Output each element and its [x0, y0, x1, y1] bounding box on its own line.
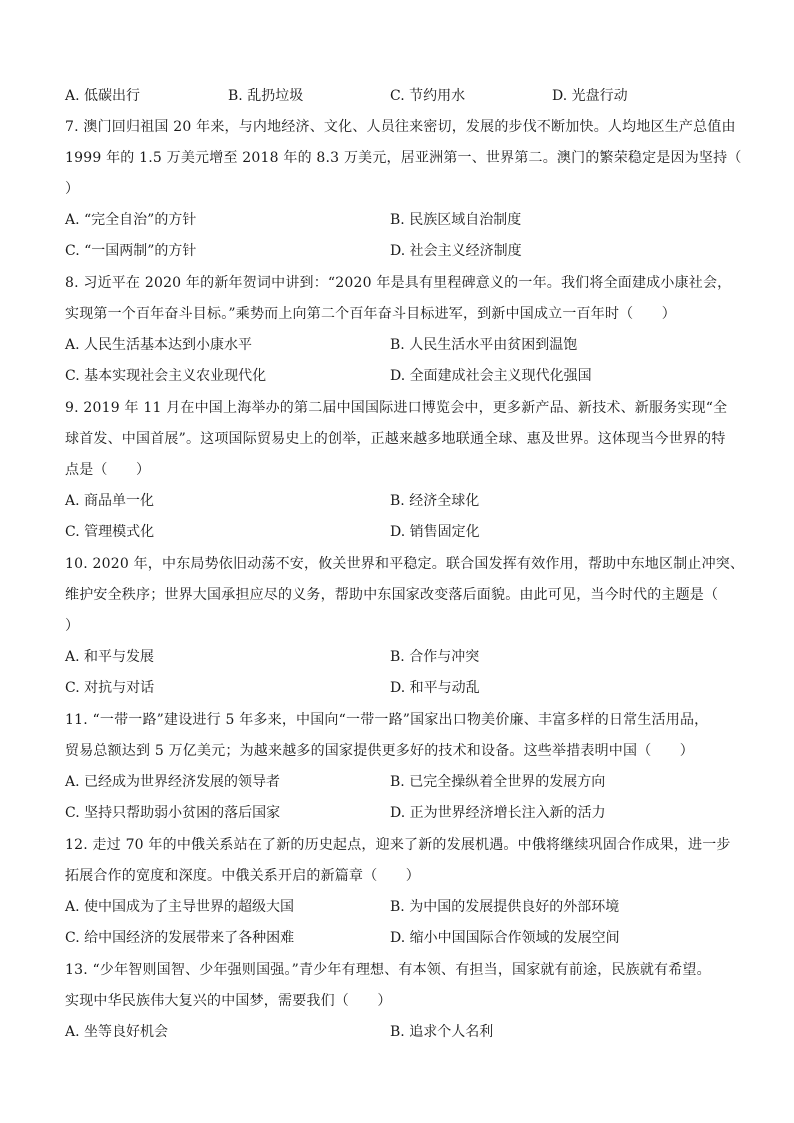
q10-option-b: B. 合作与冲突	[390, 649, 480, 665]
q10-stem-line-1: 10. 2020 年，中东局势依旧动荡不安，攸关世界和平稳定。联合国发挥有效作用，帮助中东地区制止冲突、	[65, 556, 745, 572]
q13-stem-line-1: 13. “少年智则国智、少年强则国强。”青少年有理想、有本领、有担当，国家就有前途，民族就有希望。	[65, 962, 711, 978]
q11-stem-line-2: 贸易总额达到 5 万亿美元；为越来越多的国家提供更多好的技术和设备。这些举措表明中国（ ）	[65, 743, 695, 759]
q10-option-a: A. 和平与发展	[65, 649, 155, 665]
q7-stem-line-1: 7. 澳门回归祖国 20 年来，与内地经济、文化、人员往来密切，发展的步伐不断加快。人均地区生产总值由	[65, 119, 736, 135]
q7-option-d: D. 社会主义经济制度	[390, 243, 522, 259]
q10-option-c: C. 对抗与对话	[65, 680, 155, 696]
q7-option-b: B. 民族区域自治制度	[390, 212, 522, 228]
q9-stem-line-3: 点是（ ）	[65, 462, 151, 478]
q10-option-d: D. 和平与动乱	[390, 680, 480, 696]
q12-option-b: B. 为中国的发展提供良好的外部环境	[390, 899, 620, 915]
q9-stem-line-2: 球首发、中国首展”。这项国际贸易史上的创举，正越来越多地联通全球、惠及世界。这体现当今世界的特	[65, 431, 726, 447]
q10-stem-line-2: 维护安全秩序；世界大国承担应尽的义务，帮助中东国家改变落后面貌。由此可见，当今时代的主题是（	[65, 587, 719, 603]
q11-option-d: D. 正为世界经济增长注入新的活力	[390, 805, 606, 821]
q12-option-c: C. 给中国经济的发展带来了各种困难	[65, 930, 295, 946]
q11-option-b: B. 已完全操纵着全世界的发展方向	[390, 774, 606, 790]
q13-option-a: A. 坐等良好机会	[65, 1024, 169, 1040]
q8-stem-line-1: 8. 习近平在 2020 年的新年贺词中讲到：“2020 年是具有里程碑意义的一年。我们将全面建成小康社会，	[65, 275, 732, 291]
q9-option-d: D. 销售固定化	[390, 524, 480, 540]
q7-option-a: A. “完全自治”的方针	[65, 212, 197, 228]
q9-option-c: C. 管理模式化	[65, 524, 155, 540]
q9-stem-line-1: 9. 2019 年 11 月在中国上海举办的第二届中国国际进口博览会中，更多新产品、新技术、新服务实现“全	[65, 400, 728, 416]
q11-option-c: C. 坚持只帮助弱小贫困的落后国家	[65, 805, 281, 821]
q12-option-d: D. 缩小中国国际合作领域的发展空间	[390, 930, 620, 946]
q10-stem-line-3: ）	[65, 618, 80, 634]
q11-stem-line-1: 11. “一带一路”建设进行 5 年多来，中国向“一带一路”国家出口物美价廉、丰富多样的日常生活用品，	[65, 712, 709, 728]
q13-stem-line-2: 实现中华民族伟大复兴的中国梦，需要我们（ ）	[65, 993, 392, 1009]
q7-stem-line-3: ）	[65, 181, 80, 197]
q6-option-c: C. 节约用水	[390, 88, 466, 104]
q13-option-b: B. 追求个人名利	[390, 1024, 494, 1040]
q8-option-c: C. 基本实现社会主义农业现代化	[65, 368, 267, 384]
q6-option-a: A. 低碳出行	[65, 88, 141, 104]
q8-option-b: B. 人民生活水平由贫困到温饱	[390, 337, 578, 353]
q7-stem-line-2: 1999 年的 1.5 万美元增至 2018 年的 8.3 万美元，居亚洲第一、世界第二。澳门的繁荣稳定是因为坚持（	[65, 150, 742, 166]
q12-stem-line-2: 拓展合作的宽度和深度。中俄关系开启的新篇章（ ）	[65, 868, 420, 884]
q11-option-a: A. 已经成为世界经济发展的领导者	[65, 774, 281, 790]
q6-option-d: D. 光盘行动	[552, 88, 628, 104]
q7-option-c: C. “一国两制”的方针	[65, 243, 197, 259]
q12-stem-line-1: 12. 走过 70 年的中俄关系站在了新的历史起点，迎来了新的发展机遇。中俄将继续巩固合作成果，进一步	[65, 837, 731, 853]
q8-option-a: A. 人民生活基本达到小康水平	[65, 337, 253, 353]
q9-option-b: B. 经济全球化	[390, 493, 480, 509]
q12-option-a: A. 使中国成为了主导世界的超级大国	[65, 899, 295, 915]
q9-option-a: A. 商品单一化	[65, 493, 155, 509]
q8-option-d: D. 全面建成社会主义现代化强国	[390, 368, 592, 384]
q6-option-b: B. 乱扔垃圾	[228, 88, 304, 104]
q8-stem-line-2: 实现第一个百年奋斗目标。”乘势而上向第二个百年奋斗目标进军，到新中国成立一百年时（ ）	[65, 306, 676, 322]
